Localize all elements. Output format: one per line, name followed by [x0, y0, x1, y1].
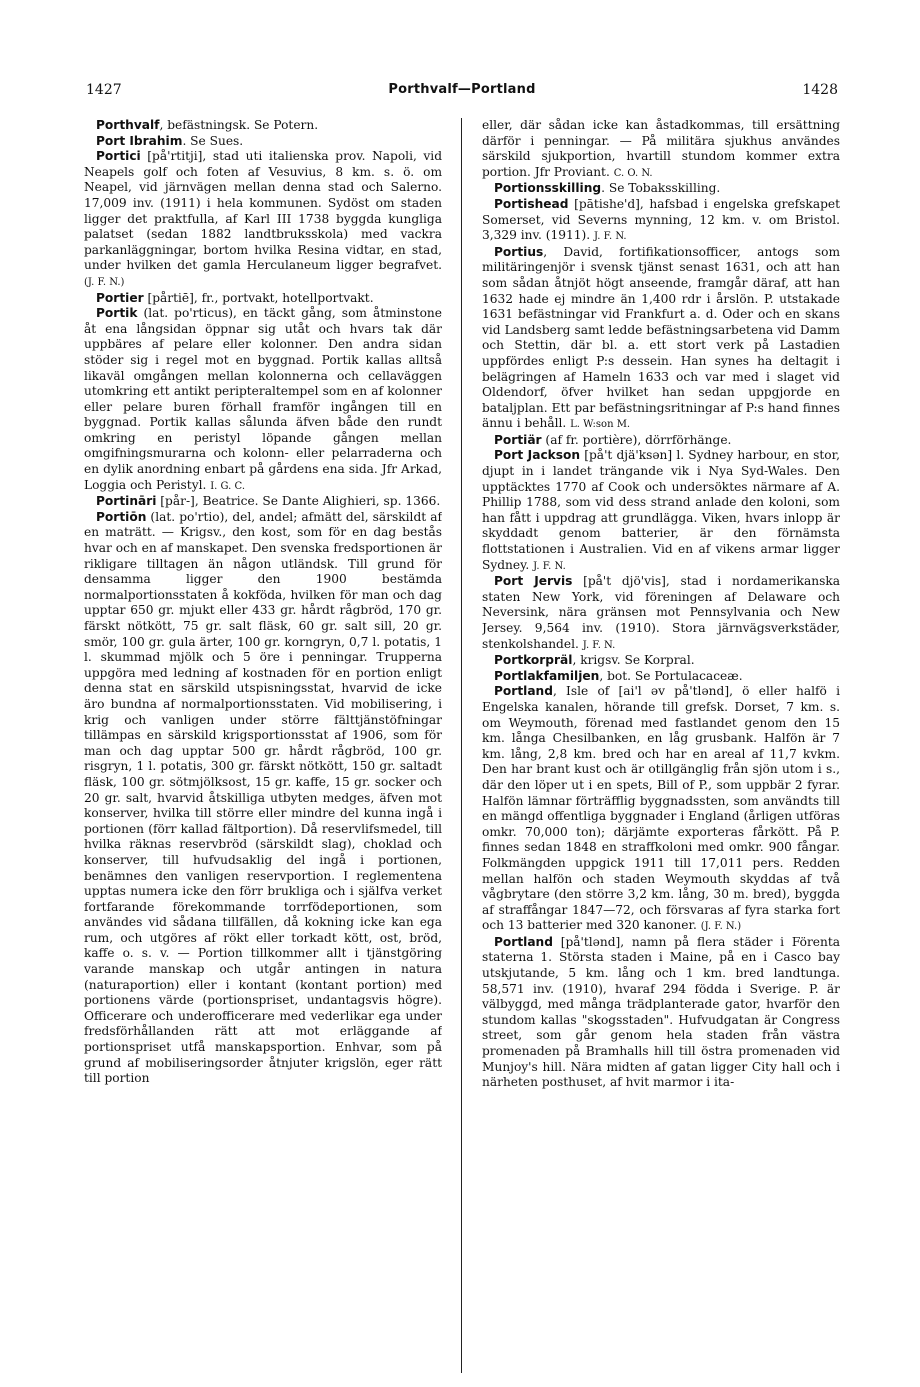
entry-text: , befästningsk. Se Potern. — [159, 118, 319, 132]
entry-text: [på'tlənd], namn på flera städer i Förenta staterna 1. Största staden i Maine, på en i Casco bay utskjutande, 5 km. lång och 1 km. bred landtunga. 58,571 inv. (1910), hvaraf 294 födda i Sverige. P. är välbyggd, med många trädplanterade gator, hvarför den stundom kallas "skogsstaden". Hufvudgatan är Congress street, som går genom hela staden från västra promenaden på Bramhalls hill till östra promenaden vid Munjoy's hill. Nära midten af gatan ligger City hall och i närheten posthuset, af hvit marmor i ita- — [482, 934, 840, 1090]
author-signature: J. F. N. — [533, 560, 566, 572]
entry-text: . Se Sues. — [182, 133, 244, 148]
entry-text: [pår-], Beatrice. Se Dante Alighieri, sp. 1366. — [156, 494, 441, 509]
entry-text: [på't djö'vis], stad i nordamerikanska staten New York, vid föreningen af Delaware och Neversink, nära gränsen mot Pennsylvania och New Jersey. 9,564 inv. (1910). Stora järnvägsverkstäder, stenkolshandel. — [482, 574, 840, 651]
entry-headword: Portius — [494, 244, 544, 259]
entry-text: (lat. po'rticus), en täckt gång, som åtminstone åt ena långsidan öppnar sig utåt och hvars tak där uppbäres af pelare eller kolonner. Den andra sidan stöder sig i regel mot en byggnad. Portik kallas alltså likaväl omgången mellan kolonnerna och cellaväggen utomkring ett antikt peripteraltempel som en af kolonner eller pelare buren förhall framför ingången till en byggnad. Portik kallas sålunda äfven både den rundt omkring en peristyl löpande gången mellan omgifningsmurarna och kolonn- eller pelarraderna och en dylik anordning enbart på gårdens ena sida. Jfr Arkad, Loggia och Peristyl. — [84, 306, 442, 492]
entry-text: [pātishe'd], hafsbad i engelska grefskapet Somerset, vid Severns mynning, 12 km. v. om Bristol. 3,329 inv. (1911). — [482, 196, 840, 243]
author-signature: (J. F. N.) — [700, 921, 742, 933]
entry-headword: Portlakfamiljen — [494, 668, 600, 683]
dictionary-entry — [482, 433, 840, 449]
entry-headword: Portiär — [494, 432, 542, 447]
entry-headword: Portland — [494, 934, 553, 949]
entry-headword: Portionsskilling — [494, 181, 602, 196]
dictionary-entry — [84, 510, 442, 1087]
entry-headword: Portishead — [494, 196, 569, 211]
dictionary-entry — [482, 935, 840, 1091]
entry-headword: Portiōn — [96, 509, 147, 524]
left-page-number: 1427 — [86, 82, 122, 98]
dictionary-entry — [84, 494, 442, 510]
dictionary-entry — [84, 149, 442, 290]
dictionary-entry — [482, 448, 840, 574]
dictionary-entry — [84, 306, 442, 494]
entry-text: . Se Tobaksskilling. — [601, 181, 721, 196]
right-page-number: 1428 — [802, 82, 838, 98]
right-column — [482, 118, 840, 1373]
author-signature: L. W:son M. — [570, 419, 631, 431]
dictionary-entry — [84, 291, 442, 307]
entry-headword: Port Ibrahim — [96, 133, 183, 148]
dictionary-entry — [482, 245, 840, 433]
page-header — [86, 82, 838, 104]
entry-headword: Portier — [96, 290, 144, 305]
entry-text: , Isle of [ai'l əv på'tlənd], ö eller halfö i Engelska kanalen, hörande till grefsk. Dorset, 7 km. s. om Weymouth, förenad med fastlandet genom den 15 km. långa Chesilbanken, en låg grusbank. Halfön är 7 km. lång, 2,8 km. bred och har en areal af 11,7 kvkm. Den har brant kust och är otillgänglig från sjön utom i s., där den löper ut i en spets, Bill of P., som uppbär 2 fyrar. Halfön lämnar förträfflig byggnadssten, som användts till en mängd offentliga byggnader i England (årligen utföras omkr. 70,000 ton); därjämte exporteras fårkött. På P. finnes sedan 1848 en straffkoloni med omkr. 900 fångar. Folkmängden uppgick 1911 till 17,011 pers. Redden mellan halfön och staden Weymouth skyddas af två vågbrytare (den större 3,2 km. lång, 30 m. bred), byggda af straffångar 1847—72, och försvaras af fyra starka fort och 13 batterier med 320 kanoner. — [482, 684, 840, 933]
author-signature: J. F. N. — [593, 231, 627, 243]
running-title: Porthvalf—Portland — [388, 82, 536, 97]
author-signature: (J. F. N.) — [84, 276, 125, 288]
dictionary-entry — [482, 118, 840, 181]
dictionary-entry — [482, 197, 840, 245]
entry-text: , David, fortifikationsofficer, antogs som militäringenjör i svensk tjänst senast 1631, och att han som sådan åtnjöt högt anseende, framgår däraf, att han 1632 hade ej mindre än 1,400 rdr i årslön. P. utstakade 1631 befästningar vid Frankfurt a. d. Oder och en skans vid Landsberg samt ledde befästningsarbetena vid Damm och Stettin, där bl. a. ett stort verk på Lastadien uppfördes enligt P:s dessein. Han synes ha deltagit i belägringen af Hameln 1633 och var med i slaget vid Oldendorf, öfver hvilket han sedan uppgjorde en bataljplan. Ett par befästningsritningar af P:s hand finnes ännu i behåll. — [482, 244, 840, 431]
entry-headword: Port Jervis — [494, 574, 573, 589]
author-signature: C. O. N. — [613, 167, 653, 179]
column-divider — [461, 118, 462, 1373]
author-signature: J. F. N. — [582, 639, 616, 651]
left-column — [84, 118, 442, 1373]
author-signature: I. G. C. — [210, 480, 246, 492]
dictionary-entry — [482, 181, 840, 197]
dictionary-entry — [84, 134, 442, 150]
entry-text: eller, där sådan icke kan åstadkommas, till ersättning därför i penningar. — På militära sjukhus användes särskild sjukportion, hvartill stundom kommer extra portion. Jfr Proviant. — [482, 118, 840, 179]
entry-headword: Portkorpräl — [494, 653, 573, 668]
entry-headword: Portland — [494, 684, 553, 699]
entry-text: , krigsv. Se Korpral. — [572, 653, 695, 668]
dictionary-entry — [482, 653, 840, 669]
dictionary-entry — [482, 574, 840, 653]
entry-text: (af fr. portière), dörrförhänge. — [541, 432, 732, 447]
entry-text: [på'rtitji], stad uti italienska prov. Napoli, vid Neapels golf och foten af Vesuvius, 8 km. s. ö. om Neapel, vid järnvägen mellan denna stad och Salerno. 17,009 inv. (1911) i hela kommunen. Sydöst om staden ligger det praktfulla, af Karl III 1738 byggda kungliga palatset (sedan 1882 landtbruksskola) med vackra parkanläggningar, bortom hvilka Resina vidtar, en stad, under hvilken det gamla Herculaneum ligger begrafvet. — [84, 149, 442, 273]
entry-text: [på't djä'ksən] l. Sydney harbour, en stor, djupt in i landet trängande vik i Nya Syd-Wales. Den upptäcktes 1770 af Cook och undersöktes närmare af A. Phillip 1788, som vid dess strand anlade den koloni, som han fått i uppdrag att grundlägga. Viken, hvars inlopp är skyddadt genom batterier, är den förnämsta flottstationen i Australien. Vid en af vikens armar ligger Sydney. — [482, 448, 840, 572]
dictionary-entry — [84, 118, 442, 134]
entry-headword: Port Jackson — [494, 448, 581, 463]
dictionary-entry — [482, 669, 840, 685]
entry-headword: Porthvalf — [96, 118, 160, 132]
dictionary-entry — [482, 684, 840, 935]
entry-headword: Portici — [96, 149, 141, 164]
entry-headword: Portināri — [96, 494, 157, 509]
entry-text: (lat. po'rtio), del, andel; afmätt del, särskildt af en maträtt. — Krigsv., den kost, som för en dag bestås hvar och en af manskapet. Den svenska fredsportionen är rikligare tilltagen än någon utländsk. Till grund för densamma ligger den 1900 bestämda normalportionsstaten å kokföda, hvilken för man och dag upptar 650 gr. mjukt eller 433 gr. hårdt rågbröd, 170 gr. färskt nötkött, 75 gr. salt fläsk, 60 gr. salt sill, 20 gr. smör, 100 gr. gula ärter, 100 gr. korngryn, 0,7 l. potatis, 1 l. skummad mjölk och 5 öre i penningar. Truppernа uppgöra med ledning af kostnaden för en portion enligt denna stat en särskild utspisningsstat, hvarvid de icke äro bundna af normalportionsstaten. Vid mobilisering, i krig och vanligen under större fälttjänstöfningar tillämpas en särskild krigsportionsstat af 1906, som för man och dag upptar 500 gr. hårdt rågbröd, 100 gr. risgryn, 1 l. potatis, 300 gr. färskt nötkött, 150 gr. saltadt fläsk, 100 gr. sötmjölksost, 15 gr. kaffe, 15 gr. socker och 20 gr. salt, hvarvid åtskilliga utbyten medges, äfven mot konserver, hvilka till större eller mindre del kunna ingå i portionen (förr kallad fältportion). Då reservlifsmedel, till hvilka räknas reservbröd (särskildt slag), choklad och konserver, till hufvudsaklig del ingå i portionen, benämnes den vanligen reservportion. I reglementena upptas numera icke den förr brukliga och i själfva verket fortfarande förekommande torrfödeportionen, som användes vid sådana tillfällen, då kokning icke kan ega rum, och utgöres af rökt eller torkadt kött, ost, bröd, kaffe o. s. v. — Portion tillkommer allt i tjänstgöring varande manskap och utgår antingen in natura (naturaportion) eller i kontant (kontant portion) med portionens värde (portionspriset, undantagsvis högre). Officerare och underofficerare med vederlikar ega under fredsförhållanden rätt att mot erläggande af portionspriset utfå manskapsportion. Enhvar, som på grund af mobiliseringsorder åtnjuter krigslön, eger rätt till portion — [84, 509, 442, 1086]
entry-text: , bot. Se Portulacaceæ. — [599, 668, 743, 683]
entry-text: [pårtiē], fr., portvakt, hotellportvakt. — [143, 290, 374, 305]
entry-headword: Portik — [96, 306, 138, 321]
